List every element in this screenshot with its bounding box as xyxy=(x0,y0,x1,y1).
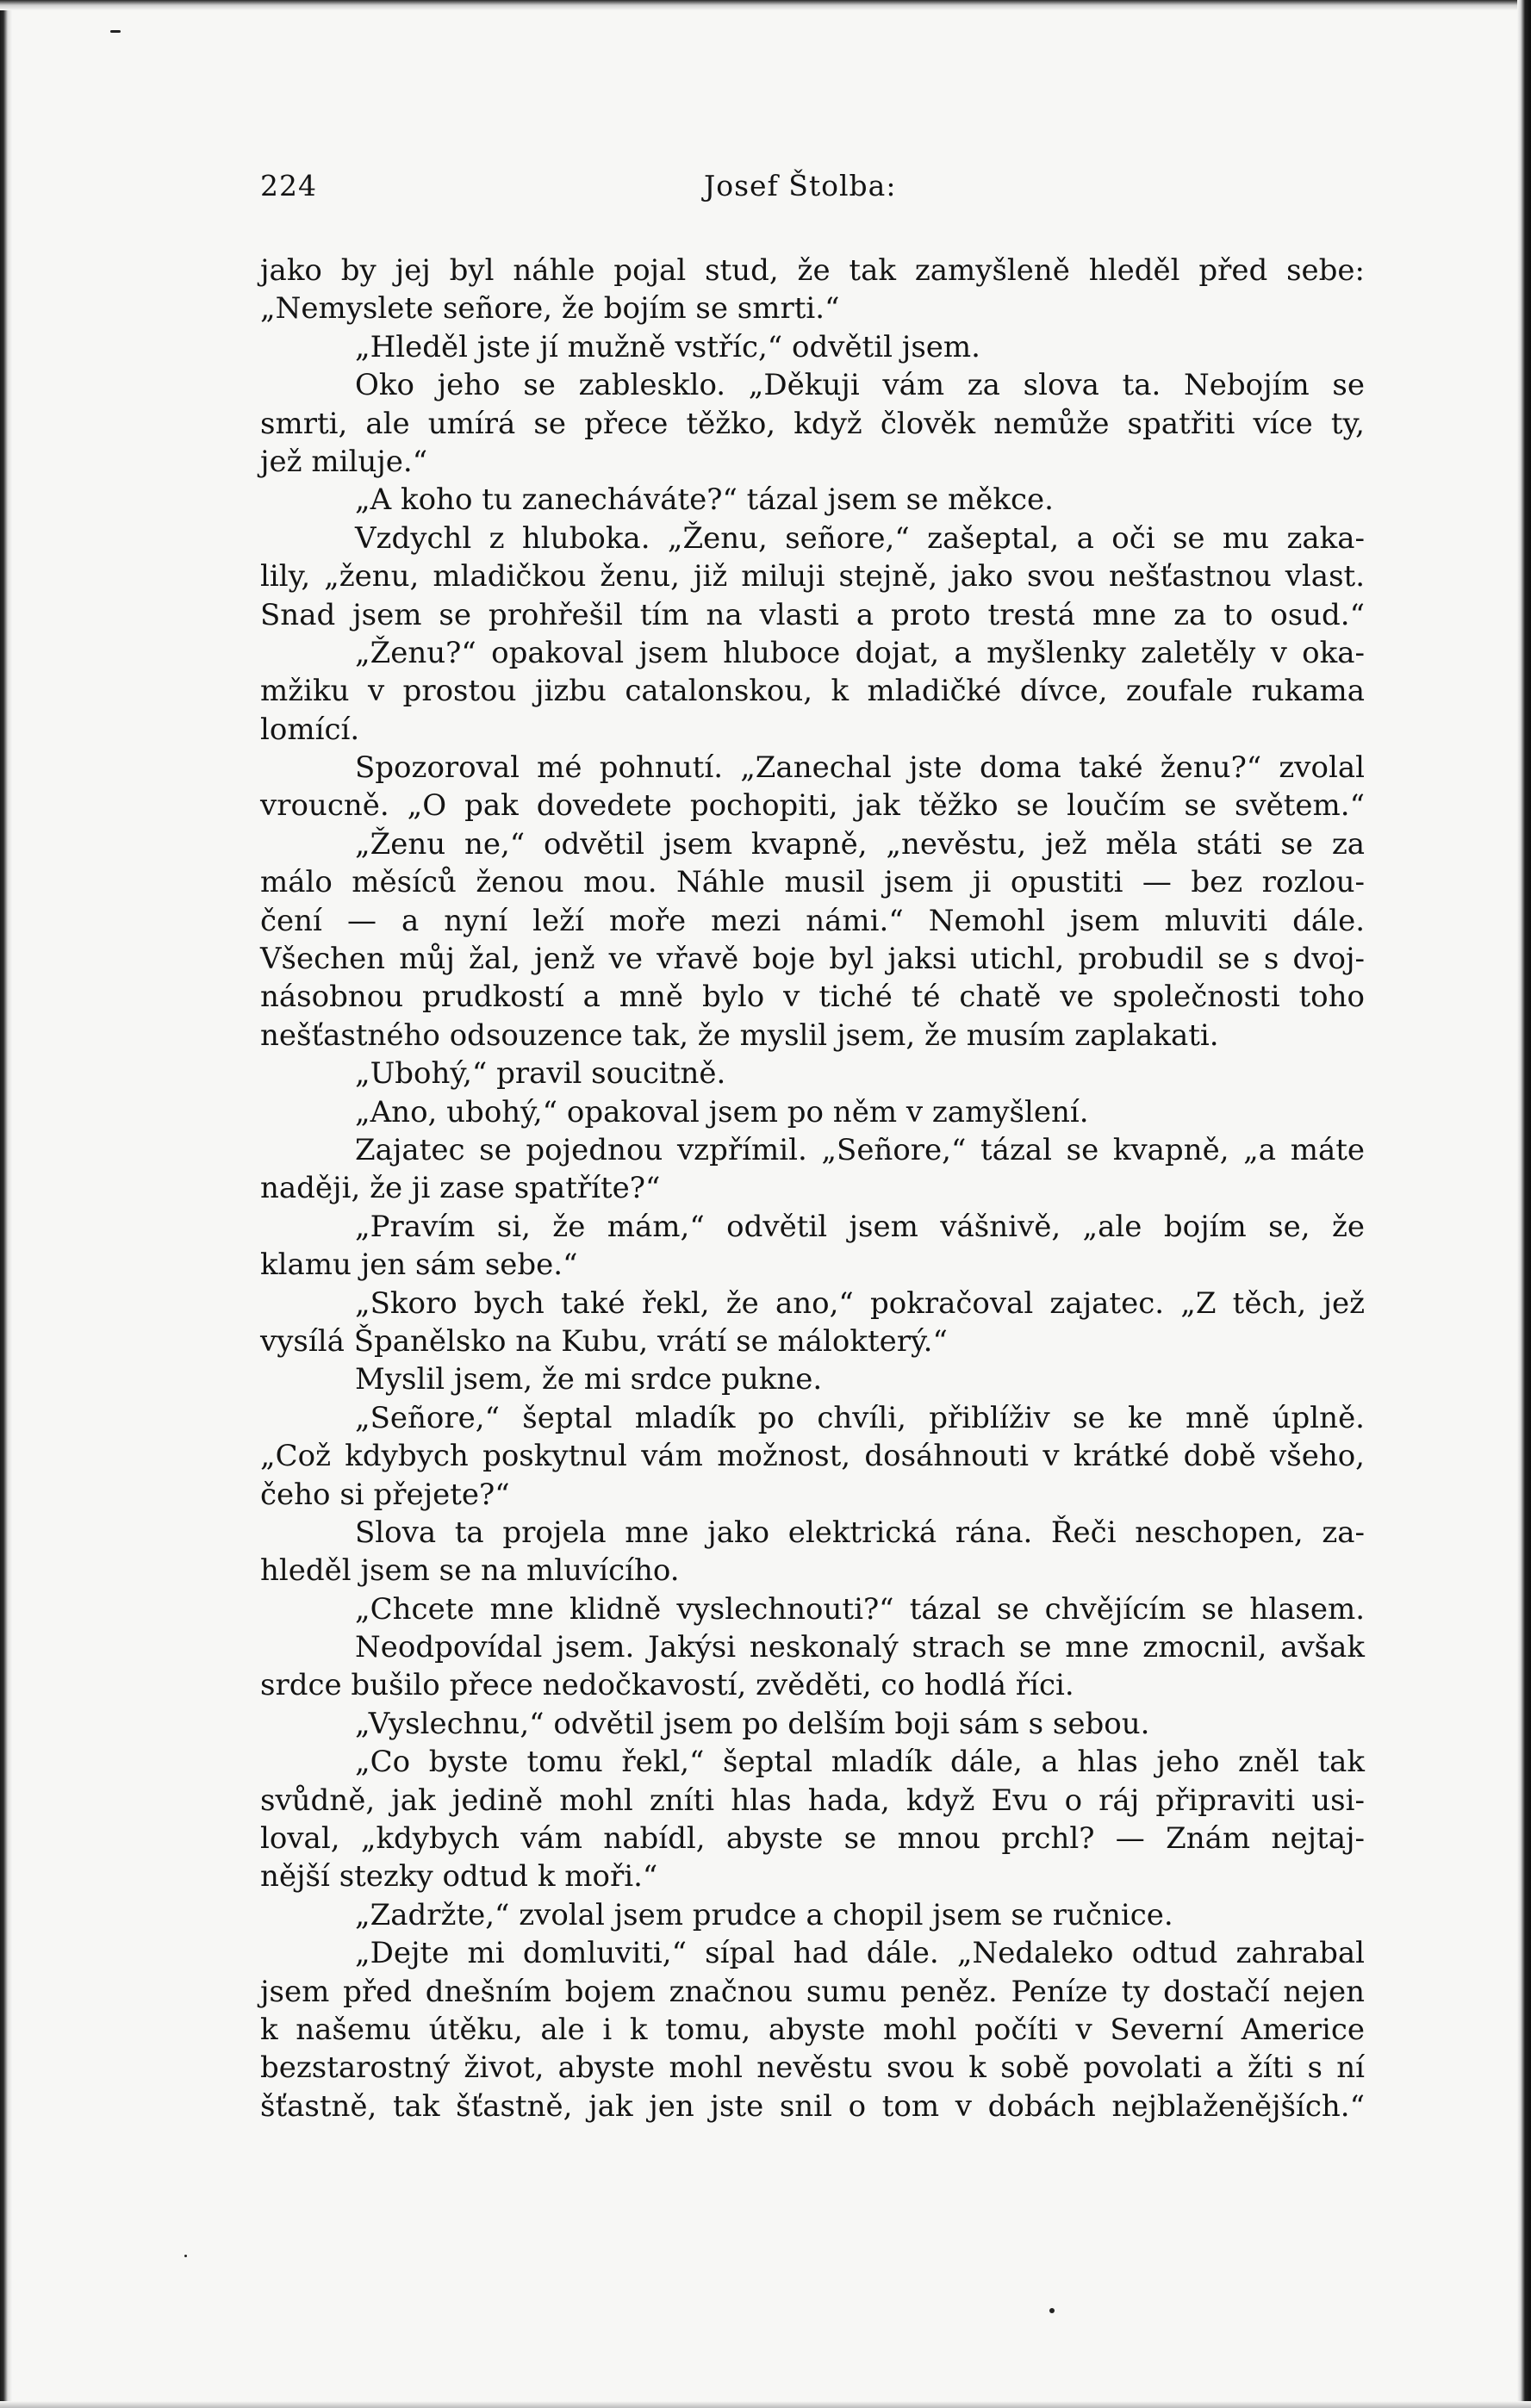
text-line: vysílá Španělsko na Kubu, vrátí se málokterý.“ xyxy=(260,1323,948,1359)
text-line: Zajatec se pojednou vzpřímil. „Señore,“ tázal se kvapně, „a máte xyxy=(355,1132,1365,1167)
text-line: Snad jsem se prohřešil tím na vlasti a proto trestá mne za to osud.“ xyxy=(260,597,1365,632)
text-line: „Nemyslete señore, že bojím se smrti.“ xyxy=(260,291,840,327)
text-line: násobnou prudkostí a mně bylo v tiché té chatě ve společnosti toho xyxy=(260,980,1365,1015)
text-line: „A koho tu zanecháváte?“ tázal jsem se měkce. xyxy=(355,482,1054,518)
text-line: hleděl jsem se na mluvícího. xyxy=(260,1553,680,1589)
text-line: vroucně. „O pak dovedete pochopiti, jak těžko se loučím se světem.“ xyxy=(260,788,1365,824)
text-line: „Señore,“ šeptal mladík po chvíli, přiblíživ se ke mně úplně. xyxy=(355,1400,1365,1435)
scan-edge-right xyxy=(1517,0,1531,2408)
running-head: Josef Štolba: xyxy=(704,169,897,202)
scan-speck xyxy=(110,30,121,33)
text-line: „Hleděl jste jí mužně vstříc,“ odvětil jsem. xyxy=(355,329,980,364)
text-line: málo měsíců ženou mou. Náhle musil jsem ji opustiti — bez rozlou- xyxy=(260,865,1365,900)
text-line: „Ženu ne,“ odvětil jsem kvapně, „nevěstu, jež měla státi se za xyxy=(355,826,1365,862)
text-line: jako by jej byl náhle pojal stud, že tak zamyšleně hleděl před sebe: xyxy=(260,253,1365,288)
text-line: loval, „kdybych vám nabídl, abyste se mnou prchl? — Znám nejtaj- xyxy=(260,1821,1365,1857)
text-line: srdce bušilo přece nedočkavostí, zvěděti, co hodlá říci. xyxy=(260,1668,1074,1703)
text-line: smrti, ale umírá se přece těžko, když člověk nemůže spatřiti více ty, xyxy=(260,406,1365,441)
scan-edge-bottom xyxy=(0,2401,1531,2408)
text-line: Všechen můj žal, jenž ve vřavě boje byl jaksi utichl, probudil se s dvoj- xyxy=(260,942,1365,977)
text-line: jsem před dnešním bojem značnou sumu peněz. Peníze ty dostačí nejen xyxy=(260,1974,1365,2009)
text-line: „Ubohý,“ pravil soucitně. xyxy=(355,1056,726,1092)
text-line: nešťastného odsouzence tak, že myslil jsem, že musím zaplakati. xyxy=(260,1017,1219,1053)
text-line: k našemu útěku, ale i k tomu, abyste mohl počíti v Severní Americe xyxy=(260,2012,1365,2047)
page-number: 224 xyxy=(260,169,317,202)
scan-edge-top xyxy=(0,0,1531,10)
text-line: „Ženu?“ opakoval jsem hluboce dojat, a myšlenky zaletěly v oka- xyxy=(355,635,1365,670)
text-line: čeho si přejete?“ xyxy=(260,1477,510,1512)
text-line: „Ano, ubohý,“ opakoval jsem po něm v zamyšlení. xyxy=(355,1094,1089,1129)
text-line: čení — a nyní leží moře mezi námi.“ Nemohl jsem mluviti dále. xyxy=(260,903,1365,938)
text-line: „Zadržte,“ zvolal jsem prudce a chopil jsem se ručnice. xyxy=(355,1897,1173,1932)
text-line: „Co byste tomu řekl,“ šeptal mladík dále, a hlas jeho zněl tak xyxy=(355,1745,1365,1780)
body-text xyxy=(260,252,1365,2125)
text-line: Spozoroval mé pohnutí. „Zanechal jste doma také ženu?“ zvolal xyxy=(355,750,1365,786)
text-line: „Což kdybych poskytnul vám možnost, dosáhnouti v krátké době všeho, xyxy=(260,1439,1365,1474)
text-line: klamu jen sám sebe.“ xyxy=(260,1248,578,1283)
scan-speck xyxy=(184,2255,187,2257)
text-line: šťastně, tak šťastně, jak jen jste snil o tom v dobách nejblaženějších.“ xyxy=(260,2088,1365,2124)
text-line: „Skoro bych také řekl, že ano,“ pokračoval zajatec. „Z těch, jež xyxy=(355,1285,1365,1321)
text-line: Myslil jsem, že mi srdce pukne. xyxy=(355,1362,823,1397)
text-line: Neodpovídal jsem. Jakýsi neskonalý strach se mne zmocnil, avšak xyxy=(355,1630,1365,1665)
text-line: svůdně, jak jedině mohl zníti hlas hada, když Evu o ráj připraviti usi- xyxy=(260,1783,1365,1818)
text-line: bezstarostný život, abyste mohl nevěstu svou k sobě povolati a žíti s ní xyxy=(260,2050,1365,2086)
text-line: Slova ta projela mne jako elektrická rána. Řeči neschopen, za- xyxy=(355,1515,1365,1550)
scan-edge-left xyxy=(0,0,12,2408)
text-line: jež miluje.“ xyxy=(260,444,428,479)
text-line: Vzdychl z hluboka. „Ženu, señore,“ zašeptal, a oči se mu zaka- xyxy=(355,520,1365,556)
text-line: „Chcete mne klidně vyslechnouti?“ tázal se chvějícím se hlasem. xyxy=(355,1591,1365,1627)
text-line: „Vyslechnu,“ odvětil jsem po delším boji sám s sebou. xyxy=(355,1706,1150,1741)
text-line: nější stezky odtud k moři.“ xyxy=(260,1859,658,1895)
text-line: lily, „ženu, mladičkou ženu, již miluji stejně, jako svou nešťastnou vlast. xyxy=(260,559,1365,594)
text-line: lomící. xyxy=(260,712,360,747)
page-header xyxy=(260,169,1365,214)
text-line: naději, že ji zase spatříte?“ xyxy=(260,1171,661,1206)
text-line: „Pravím si, že mám,“ odvětil jsem vášnivě, „ale bojím se, že xyxy=(355,1209,1365,1244)
text-line: Oko jeho se zablesklo. „Děkuji vám za slova ta. Nebojím se xyxy=(355,368,1365,403)
text-line: mžiku v prostou jizbu catalonskou, k mladičké dívce, zoufale rukama xyxy=(260,674,1365,709)
text-line: „Dejte mi domluviti,“ sípal had dále. „Nedaleko odtud zahrabal xyxy=(355,1936,1365,1971)
scan-speck xyxy=(1049,2308,1055,2313)
